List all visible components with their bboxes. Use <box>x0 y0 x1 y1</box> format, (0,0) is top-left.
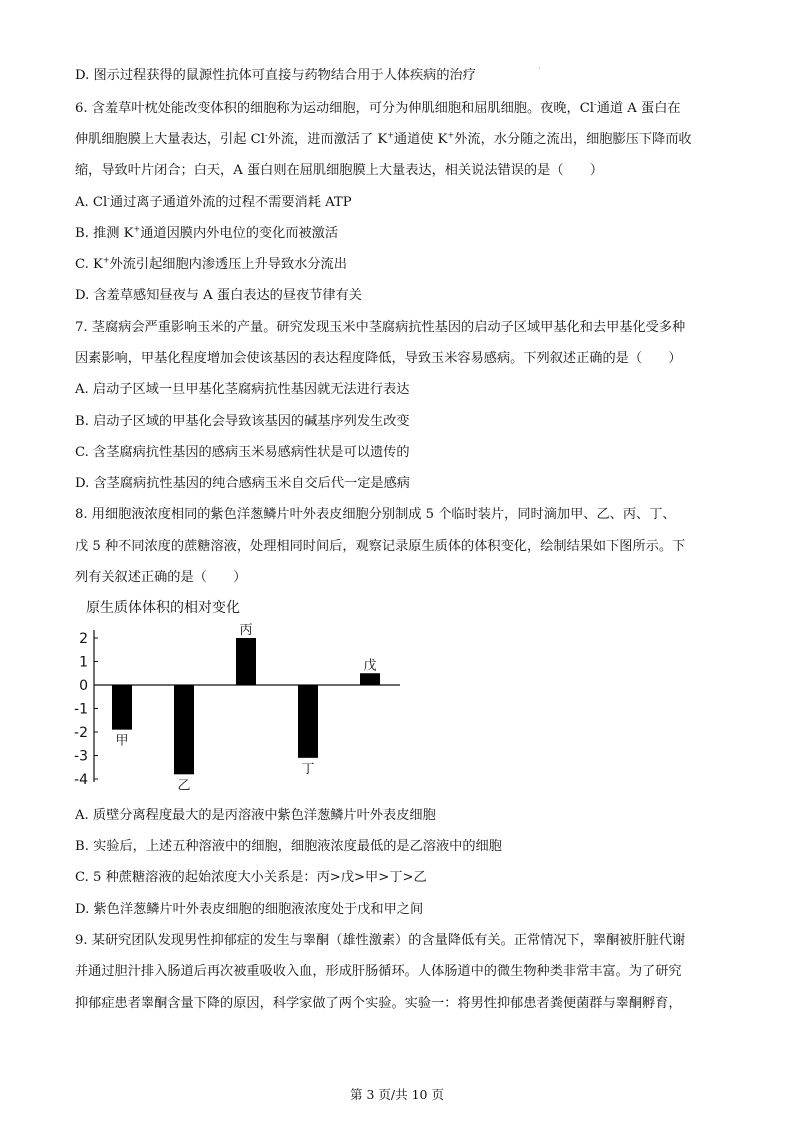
bar-label: 乙 <box>177 778 191 794</box>
q8-option-b: B. 实验后，上述五种溶液中的细胞，细胞液浓度最低的是乙溶液中的细胞 <box>75 839 502 854</box>
q7-stem-line1: 7. 茎腐病会严重影响玉米的产量。研究发现玉米中茎腐病抗性基因的启动子区域甲基化和去甲基化受多种 <box>75 320 686 335</box>
q6-stem-line1: 6. 含羞草叶枕处能改变体积的细胞称为运动细胞，可分为伸肌细胞和屈肌细胞。夜晚，Cl-通道 A 蛋白在 <box>75 99 681 116</box>
y-tick-label: 1 <box>79 654 88 671</box>
y-tick-label: -3 <box>74 748 88 765</box>
q6-option-a: A. Cl-通过离子通道外流的过程不需要消耗 ATP <box>75 193 352 210</box>
q7-option-d: D. 含茎腐病抗性基因的纯合感病玉米自交后代一定是感病 <box>75 476 410 491</box>
bar-5 <box>360 673 380 685</box>
q7-option-b: B. 启动子区域的甲基化会导致该基因的碱基序列发生改变 <box>75 414 410 429</box>
q9-stem-line2: 并通过胆汁排入肠道后再次被重吸收入血，形成肝肠循环。人体肠道中的微生物种类非常丰富。为了研究 <box>75 964 682 979</box>
q6-option-b: B. 推测 K+通道因膜内外电位的变化而被激活 <box>75 224 339 241</box>
protoplast-volume-chart <box>60 592 420 802</box>
q7-option-a: A. 启动子区域一旦甲基化茎腐病抗性基因就无法进行表达 <box>75 382 410 397</box>
q6-option-c: C. K+外流引起细胞内渗透压上升导致水分流出 <box>75 255 347 272</box>
q6-option-d: D. 含羞草感知昼夜与 A 蛋白表达的昼夜节律有关 <box>75 288 362 303</box>
q5-option-d: D. 图示过程获得的鼠源性抗体可直接与药物结合用于人体疾病的治疗 <box>75 68 476 83</box>
bar-label: 甲 <box>115 733 129 749</box>
bar-2 <box>174 685 194 774</box>
q9-stem-line3: 抑郁症患者睾酮含量下降的原因，科学家做了两个实验。实验一：将男性抑郁患者粪便菌群与睾酮孵育， <box>75 996 682 1011</box>
chart-title: 原生质体体积的相对变化 <box>86 600 240 616</box>
bar-4 <box>298 685 318 758</box>
q6-stem-line2: 伸肌细胞膜上大量表达，引起 Cl-外流，进而激活了 K+通道使 K+外流，水分随之流出，细胞膨压下降而收 <box>75 130 692 147</box>
bars <box>112 623 380 793</box>
y-tick-label: -2 <box>74 725 88 741</box>
q8-option-d: D. 紫色洋葱鳞片叶外表皮细胞的细胞液浓度处于戊和甲之间 <box>75 902 424 917</box>
bar-1 <box>112 685 132 730</box>
q7-stem-line2: 因素影响，甲基化程度增加会使该基因的表达程度降低，导致玉米容易感病。下列叙述正确的是（ ） <box>75 351 682 366</box>
y-tick-label: -1 <box>74 701 88 718</box>
q6-stem-line3: 缩，导致叶片闭合；白天，A 蛋白则在屈肌细胞膜上大量表达，相关说法错误的是（ ） <box>75 163 604 178</box>
bar-label: 丙 <box>239 623 253 638</box>
bar-label: 戊 <box>363 658 377 674</box>
stray-dot: · <box>538 64 541 73</box>
q8-stem-line1: 8. 用细胞液浓度相同的紫色洋葱鳞片叶外表皮细胞分别制成 5 个临时装片，同时滴加甲、乙、丙、丁、 <box>75 507 676 522</box>
q8-option-a: A. 质壁分离程度最大的是丙溶液中紫色洋葱鳞片叶外表皮细胞 <box>75 808 436 823</box>
bar-label: 丁 <box>301 761 315 777</box>
bar-3 <box>236 638 256 685</box>
y-tick-label: 2 <box>79 631 88 647</box>
q8-option-c: C. 5 种蔗糖溶液的起始浓度大小关系是：丙>戊>甲>丁>乙 <box>75 870 427 885</box>
q7-option-c: C. 含茎腐病抗性基因的感病玉米易感病性状是可以遗传的 <box>75 445 410 460</box>
q9-stem-line1: 9. 某研究团队发现男性抑郁症的发生与睾酮（雄性激素）的含量降低有关。正常情况下，睾酮被肝脏代谢 <box>75 933 686 948</box>
page-footer: 第 3 页/共 10 页 <box>350 1087 444 1102</box>
y-tick-label: 0 <box>79 678 88 694</box>
y-tick-label: -4 <box>74 772 88 788</box>
q8-stem-line3: 列有关叙述正确的是（ ） <box>75 570 247 585</box>
q8-stem-line2: 戊 5 种不同浓度的蔗糖溶液，处理相同时间后，观察记录原生质体的体积变化，绘制结果如下图所示。下 <box>75 539 686 554</box>
